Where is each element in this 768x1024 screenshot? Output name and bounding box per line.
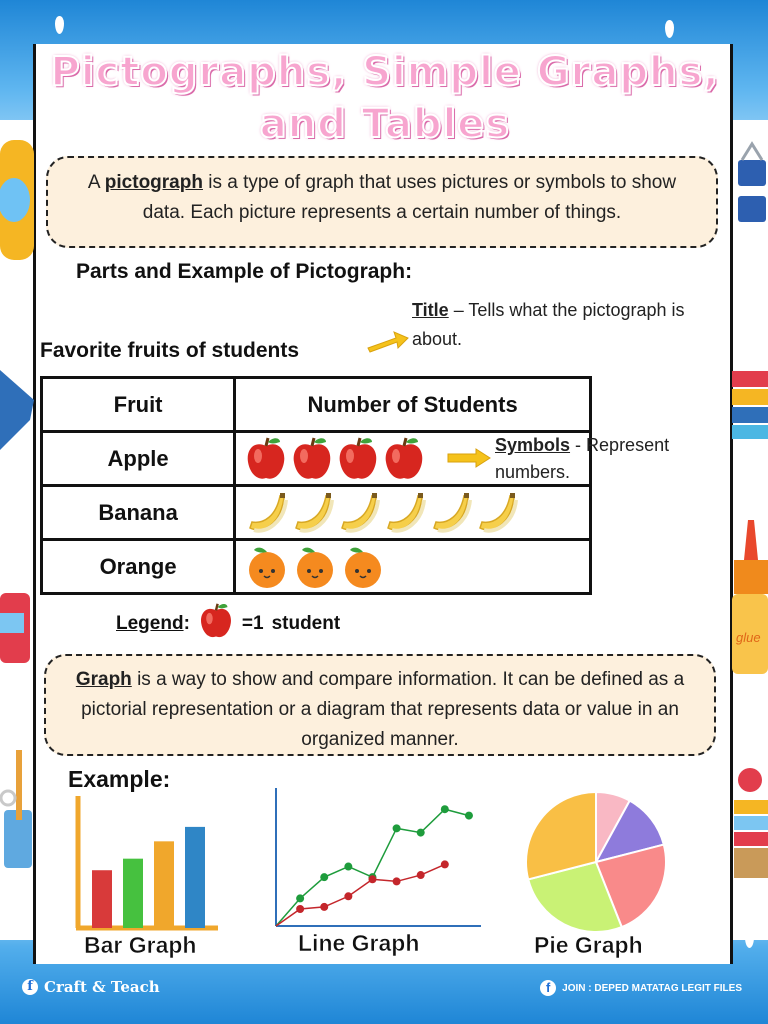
- title-annotation: [412, 296, 730, 354]
- tape-dispenser-icon: [0, 130, 36, 270]
- banana-icon: [244, 490, 288, 536]
- bar-graph-label: Bar Graph: [84, 932, 197, 958]
- legend-apple-icon: [198, 602, 234, 646]
- line-graph-chart: [268, 786, 488, 936]
- bar: [123, 859, 143, 928]
- term-pictograph: pictograph: [104, 172, 203, 193]
- banana-icon: [474, 490, 518, 536]
- apple-icon: [290, 436, 334, 482]
- data-point: [344, 892, 352, 900]
- facebook-icon: f: [540, 980, 556, 996]
- banana-icon: [336, 490, 380, 536]
- bar: [154, 841, 174, 928]
- apple-icon: [382, 436, 426, 482]
- pictograph-definition: [46, 156, 718, 248]
- glue-bottle-icon: [732, 520, 768, 680]
- data-point: [393, 824, 401, 832]
- data-point: [417, 871, 425, 879]
- legend-unit: student: [271, 613, 341, 634]
- icon-row-banana: [244, 489, 589, 537]
- apple-icon: [336, 436, 380, 482]
- svg-text:glue: glue: [736, 630, 761, 645]
- table-row: [42, 540, 591, 594]
- bar: [92, 870, 112, 928]
- school-supplies-icon: [732, 760, 768, 890]
- table-row: [42, 486, 591, 540]
- term-symbols: Symbols: [495, 435, 571, 455]
- legend-label: Legend: [116, 613, 184, 634]
- data-point: [465, 812, 473, 820]
- arrow-icon: [446, 448, 492, 468]
- pie-graph-label: Pie Graph: [534, 932, 643, 958]
- icon-row-orange: [244, 543, 589, 591]
- line-graph-label: Line Graph: [298, 930, 420, 956]
- row-label: Orange: [42, 540, 235, 594]
- data-point: [441, 805, 449, 813]
- legend-value: =1: [241, 613, 264, 634]
- orange-icon: [292, 544, 338, 590]
- data-point: [320, 903, 328, 911]
- graph-definition: [44, 654, 716, 756]
- symbols-annotation: [495, 432, 695, 486]
- data-point: [441, 860, 449, 868]
- parts-heading: Parts and Example of Pictograph:: [76, 260, 413, 283]
- arrow-icon: [366, 330, 410, 354]
- pencil-cup-icon: [0, 750, 36, 870]
- data-point: [417, 829, 425, 837]
- data-point: [320, 873, 328, 881]
- table-header-row: [42, 378, 591, 432]
- footer-join: JOIN : DEPED MATATAG LEGIT FILES: [562, 982, 742, 994]
- definition-text: is a type of graph that uses pictures or symbols to show data. Each picture represents a certain number of things.: [142, 172, 677, 223]
- orange-icon: [244, 544, 290, 590]
- data-point: [393, 877, 401, 885]
- banana-icon: [290, 490, 334, 536]
- bar-graph-chart: [60, 792, 220, 942]
- term-graph: Graph: [75, 669, 132, 690]
- pencil-icon: [0, 585, 36, 675]
- row-label: Banana: [42, 486, 235, 540]
- footer-brand: Craft & Teach: [44, 978, 160, 996]
- graph-definition-text: is a way to show and compare information. It can be defined as a pictorial representation or a diagram that represents data or value in an organized manner.: [81, 669, 685, 750]
- data-point: [344, 863, 352, 871]
- apple-icon: [244, 436, 288, 482]
- row-label: Apple: [42, 432, 235, 486]
- symbols-annotation-text: - Represent numbers.: [495, 435, 670, 482]
- term-title: Title: [412, 300, 449, 320]
- data-point: [296, 894, 304, 902]
- scissors-icon: [0, 360, 36, 460]
- footer-right: [540, 980, 742, 996]
- definition-lead: A: [87, 172, 100, 193]
- page-title: Pictographs, Simple Graphs, and Tables: [50, 49, 720, 147]
- data-point: [296, 905, 304, 913]
- orange-icon: [340, 544, 386, 590]
- pictograph-title: Favorite fruits of students: [40, 339, 300, 362]
- pie-graph-chart: [520, 792, 672, 934]
- footer-left: [22, 978, 160, 996]
- header-number-of-students: Number of Students: [235, 378, 591, 432]
- banana-icon: [428, 490, 472, 536]
- legend: [116, 602, 340, 646]
- data-point: [368, 875, 376, 883]
- legend-colon: :: [183, 613, 190, 634]
- banana-icon: [382, 490, 426, 536]
- facebook-icon: f: [22, 979, 38, 995]
- title-annotation-text: – Tells what the pictograph is about.: [412, 300, 685, 349]
- example-heading: Example:: [68, 766, 171, 792]
- binder-clip-icon: [732, 140, 768, 230]
- books-icon: [732, 365, 768, 445]
- header-fruit: Fruit: [42, 378, 235, 432]
- bar: [185, 827, 205, 928]
